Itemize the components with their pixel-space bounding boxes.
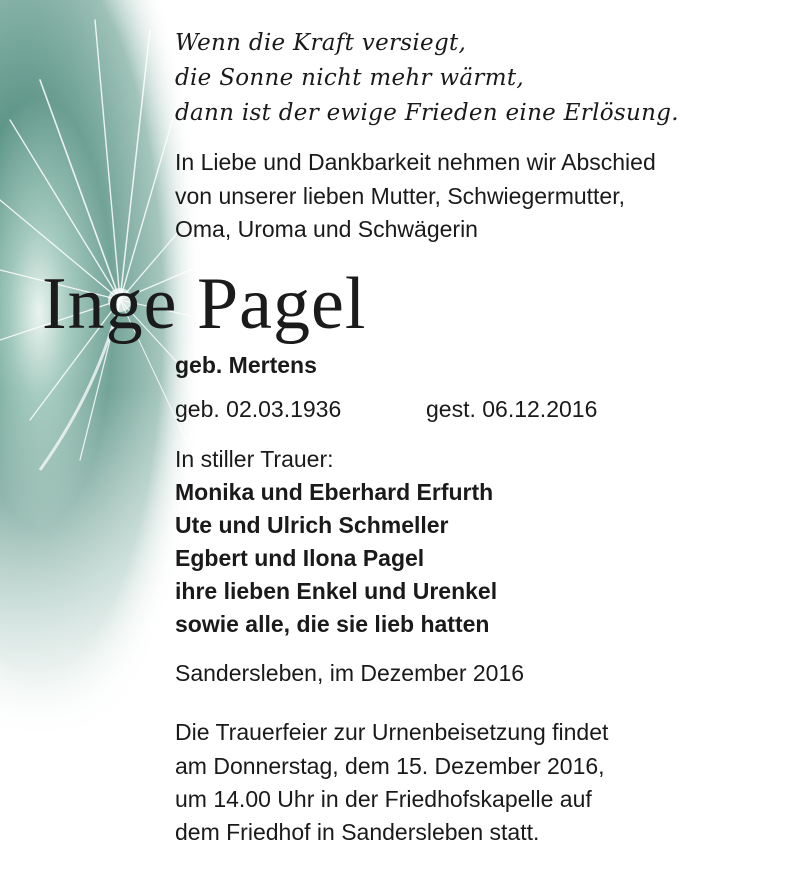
intro-line-1: In Liebe und Dankbarkeit nehmen wir Abschied — [175, 149, 656, 175]
ceremony-line-2: am Donnerstag, dem 15. Dezember 2016, — [175, 753, 605, 779]
mourner-name: Monika und Eberhard Erfurth — [175, 479, 494, 505]
maiden-name: geb. Mertens — [175, 352, 317, 378]
ceremony-line-4: dem Friedhof in Sandersleben statt. — [175, 819, 540, 845]
mourner-name: ihre lieben Enkel und Urenkel — [175, 578, 498, 604]
mourner-name: Ute und Ulrich Schmeller — [175, 512, 449, 538]
intro-line-3: Oma, Uroma und Schwägerin — [175, 216, 478, 242]
poem-line-2: die Sonne nicht mehr wärmt, — [175, 65, 524, 91]
ceremony-line-3: um 14.00 Uhr in der Friedhofskapelle auf — [175, 786, 592, 812]
place-date: Sandersleben, im Dezember 2016 — [175, 660, 525, 686]
ceremony-line-1: Die Trauerfeier zur Urnenbeisetzung findet — [175, 719, 609, 745]
birth-date: geb. 02.03.1936 — [175, 396, 342, 422]
poem-line-1: Wenn die Kraft versiegt, — [175, 30, 467, 56]
mourner-name: sowie alle, die sie lieb hatten — [175, 611, 490, 637]
poem-line-3: dann ist der ewige Frieden eine Erlösung. — [175, 100, 679, 126]
mourners-heading: In stiller Trauer: — [175, 446, 334, 472]
mourner-name: Egbert und Ilona Pagel — [175, 545, 425, 571]
intro-line-2: von unserer lieben Mutter, Schwiegermutter, — [175, 183, 626, 209]
death-date: gest. 06.12.2016 — [426, 396, 598, 422]
deceased-name: Inge Pagel — [42, 263, 367, 345]
